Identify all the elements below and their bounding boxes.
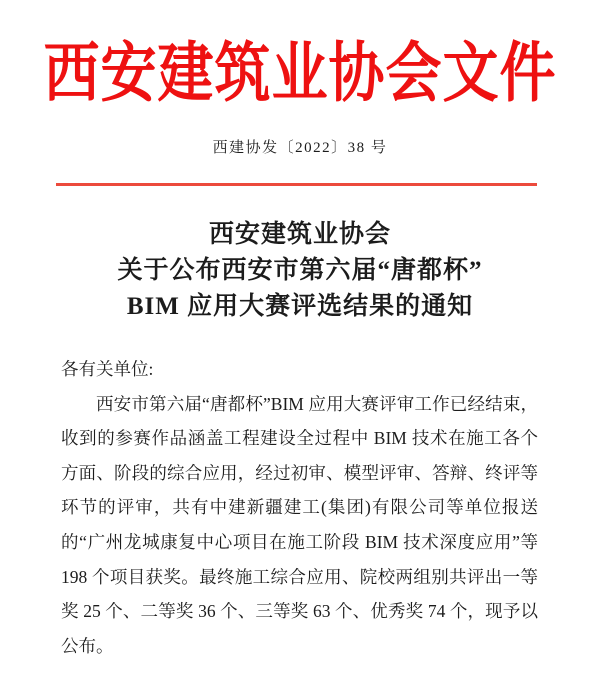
- red-header-org-title: 西安建筑业协会文件: [43, 38, 557, 111]
- notice-title-line2: 关于公布西安市第六届“唐都杯”: [117, 257, 483, 284]
- salutation: 各有关单位:: [61, 359, 154, 379]
- red-divider-line: [56, 183, 537, 186]
- notice-title-line1: 西安建筑业协会: [208, 221, 391, 248]
- notice-title-line3: BIM 应用大赛评选结果的通知: [126, 293, 474, 320]
- document-number: 西建协发〔2022〕38 号: [212, 140, 388, 156]
- notice-title: [0, 217, 600, 325]
- document-body: [61, 352, 538, 663]
- body-paragraph: 西安市第六届“唐都杯”BIM 应用大赛评审工作已经结束，收到的参赛作品涵盖工程建设全过程中 BIM 技术在施工各个方面、阶段的综合应用，经过初审、模型评审、答辩、终评等环节的评审，共有中建新疆建工(集团)有限公司等单位报送的“广州龙城康复中心项目在施工阶段 BIM 技术深度应用”等 198 个项目获奖。最终施工综合应用、院校两组别共评出一等奖 25 个、二等奖 36 个、三等奖 63 个、优秀奖 74 个，现予以公布。: [61, 393, 538, 656]
